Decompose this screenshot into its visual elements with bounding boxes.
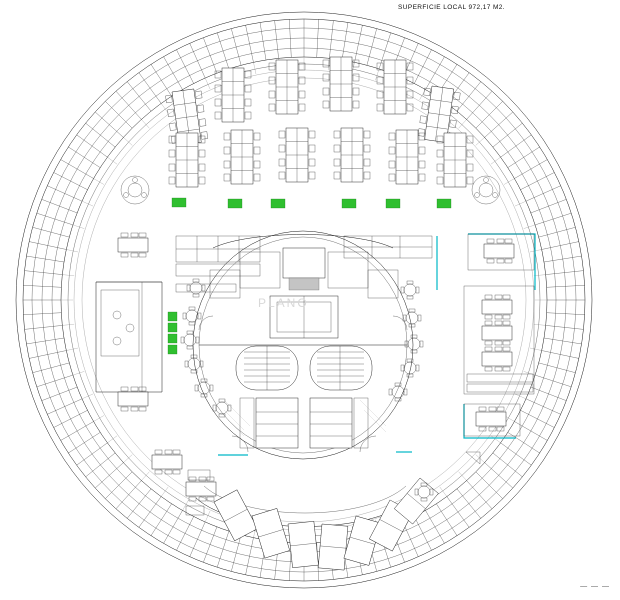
stair-right [310, 346, 372, 390]
watermark-text: PLANO [258, 296, 309, 310]
highlight-markers-west [168, 312, 177, 354]
restrooms [240, 398, 368, 448]
highlight-markers-north [172, 198, 451, 208]
south-modules [196, 478, 438, 570]
west-block [96, 233, 216, 501]
stair-left [236, 346, 298, 390]
central-core [193, 231, 413, 459]
core-hatch [224, 400, 386, 436]
north-open-office [165, 57, 473, 208]
sheet-title: SUPERFICIE LOCAL 972,17 M2. [398, 4, 506, 11]
corner-mark: — — — [580, 583, 610, 590]
east-meeting-area [437, 234, 535, 438]
